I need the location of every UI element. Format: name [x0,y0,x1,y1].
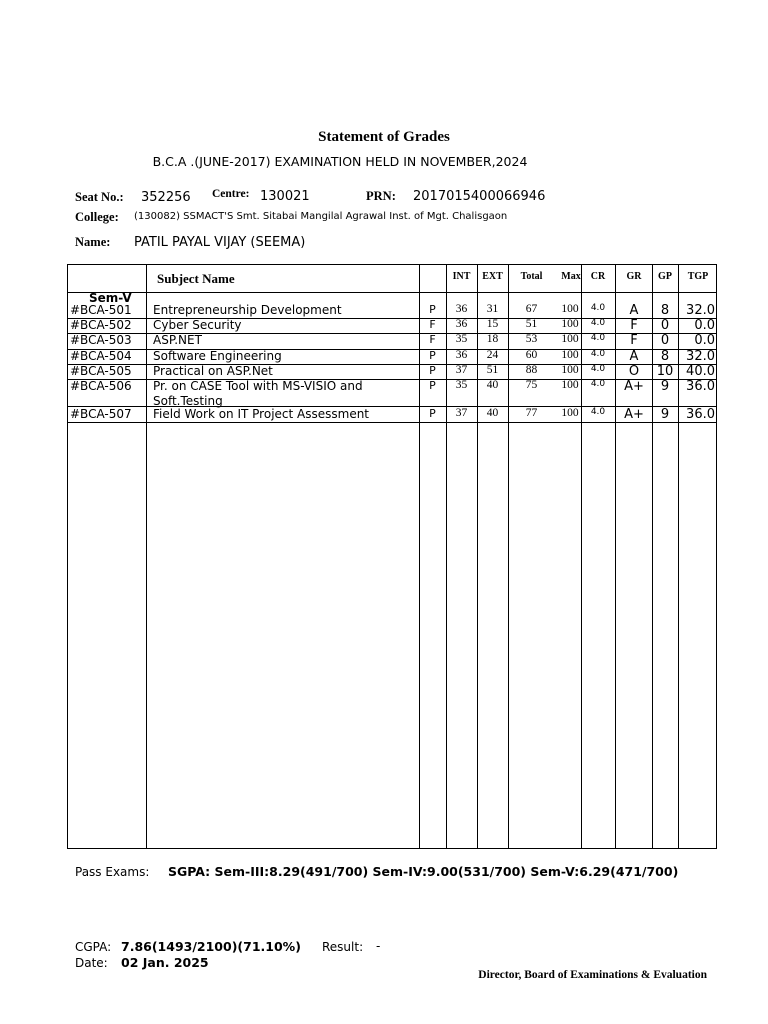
grade-points: 9 [660,379,670,394]
grade-points: 0 [660,333,670,348]
max-marks: 100 [561,303,579,315]
row-divider [68,422,716,423]
int-marks: 36 [455,349,468,361]
pass-fail: F [429,318,436,331]
int-marks: 36 [455,318,468,330]
grade: A [629,349,639,364]
sgpa-summary: SGPA: Sem-III:8.29(491/700) Sem-IV:9.00(531/700) Sem-V:6.29(471/700) [168,864,679,879]
centre-label: Centre: [212,188,250,200]
grade-points: 0 [660,318,670,333]
subject-code: #BCA-506 [70,379,132,393]
total-grade-points: 0.0 [694,333,715,348]
subject-code: #BCA-501 [70,303,132,317]
total-grade-points: 36.0 [686,379,715,394]
total-marks: 75 [525,379,538,391]
grade: A+ [624,379,644,394]
credits: 4.0 [590,318,606,328]
total-grade-points: 36.0 [686,407,715,422]
ext-marks: 40 [486,407,499,419]
subject-name: Cyber Security [153,318,242,332]
int-marks: 36 [455,303,468,315]
ext-marks: 18 [486,333,499,345]
total-marks: 88 [525,364,538,376]
grade: O [628,364,640,379]
result-value: - [376,939,381,953]
credits: 4.0 [590,349,606,359]
total-marks: 60 [525,349,538,361]
cgpa-value: 7.86(1493/2100)(71.10%) [121,939,301,954]
grade-points: 9 [660,407,670,422]
total-grade-points: 0.0 [694,318,715,333]
subject-name: ASP.NET [153,333,202,347]
header-int: INT [452,271,471,282]
grade-points: 8 [660,303,670,318]
name-label: Name: [75,235,111,249]
header-subject: Subject Name [157,271,235,286]
ext-marks: 51 [486,364,499,376]
ext-marks: 31 [486,303,499,315]
prn-number: 2017015400066946 [413,189,546,204]
row-divider [68,292,716,293]
header-ext: EXT [482,271,503,282]
subject-code: #BCA-504 [70,349,132,363]
total-grade-points: 32.0 [686,349,715,364]
pass-fail: P [429,364,436,377]
subject-code: #BCA-507 [70,407,132,421]
header-max: Max [561,271,581,282]
seat-label: Seat No.: [75,190,124,204]
cgpa-label: CGPA: [75,940,112,954]
total-marks: 53 [525,333,538,345]
total-marks: 67 [525,303,538,315]
header-gp: GP [658,271,672,282]
credits: 4.0 [590,303,606,313]
column-divider [615,265,616,848]
centre-code: 130021 [260,189,310,204]
ext-marks: 15 [486,318,499,330]
exam-subtitle: B.C.A .(JUNE-2017) EXAMINATION HELD IN NOVEMBER,2024 [152,154,528,169]
max-marks: 100 [561,407,579,419]
total-marks: 77 [525,407,538,419]
pass-fail: P [429,303,436,316]
grade: A [629,303,639,318]
signatory-title: Director, Board of Examinations & Evaluation [478,969,707,981]
date-value: 02 Jan. 2025 [121,955,209,970]
student-name: PATIL PAYAL VIJAY (SEEMA) [134,235,306,250]
subject-name: Entrepreneurship Development [153,303,342,317]
grade-points: 8 [660,349,670,364]
credits: 4.0 [590,407,606,417]
max-marks: 100 [561,333,579,345]
credits: 4.0 [590,379,606,389]
subject-code: #BCA-505 [70,364,132,378]
max-marks: 100 [561,318,579,330]
seat-number: 352256 [141,190,191,205]
pass-fail: P [429,379,436,392]
page-title: Statement of Grades [318,129,450,145]
ext-marks: 24 [486,349,499,361]
int-marks: 35 [455,379,468,391]
column-divider [146,265,147,848]
prn-label: PRN: [366,189,396,203]
header-gr: GR [626,271,642,282]
max-marks: 100 [561,349,579,361]
credits: 4.0 [590,333,606,343]
subject-name: Pr. on CASE Tool with MS-VISIO and [153,379,363,393]
max-marks: 100 [561,379,579,391]
semester-label: Sem-V [89,291,132,305]
grade-table [67,264,717,849]
date-label: Date: [75,956,108,970]
header-cr: CR [590,271,606,282]
int-marks: 37 [455,364,468,376]
total-grade-points: 32.0 [686,303,715,318]
subject-name: Field Work on IT Project Assessment [153,407,370,421]
grade: F [630,333,638,348]
header-tgp: TGP [687,271,709,282]
college-label: College: [75,210,119,224]
int-marks: 35 [455,333,468,345]
pass-fail: P [429,407,436,420]
pass-fail: P [429,349,436,362]
college-name: (130082) SSMACT'S Smt. Sitabai Mangilal Agrawal Inst. of Mgt. Chalisgaon [134,211,508,222]
header-total: Total [520,271,543,282]
grade: A+ [624,407,644,422]
result-label: Result: [322,940,364,954]
max-marks: 100 [561,364,579,376]
total-grade-points: 40.0 [686,364,715,379]
total-marks: 51 [525,318,538,330]
subject-name: Software Engineering [153,349,282,363]
credits: 4.0 [590,364,606,374]
subject-name-continued: Soft.Testing [153,394,223,408]
ext-marks: 40 [486,379,499,391]
grade: F [630,318,638,333]
grade-points: 10 [656,364,674,379]
subject-code: #BCA-503 [70,333,132,347]
int-marks: 37 [455,407,468,419]
pass-fail: F [429,333,436,346]
subject-code: #BCA-502 [70,318,132,332]
pass-exams-label: Pass Exams: [75,865,150,879]
subject-name: Practical on ASP.Net [153,364,273,378]
